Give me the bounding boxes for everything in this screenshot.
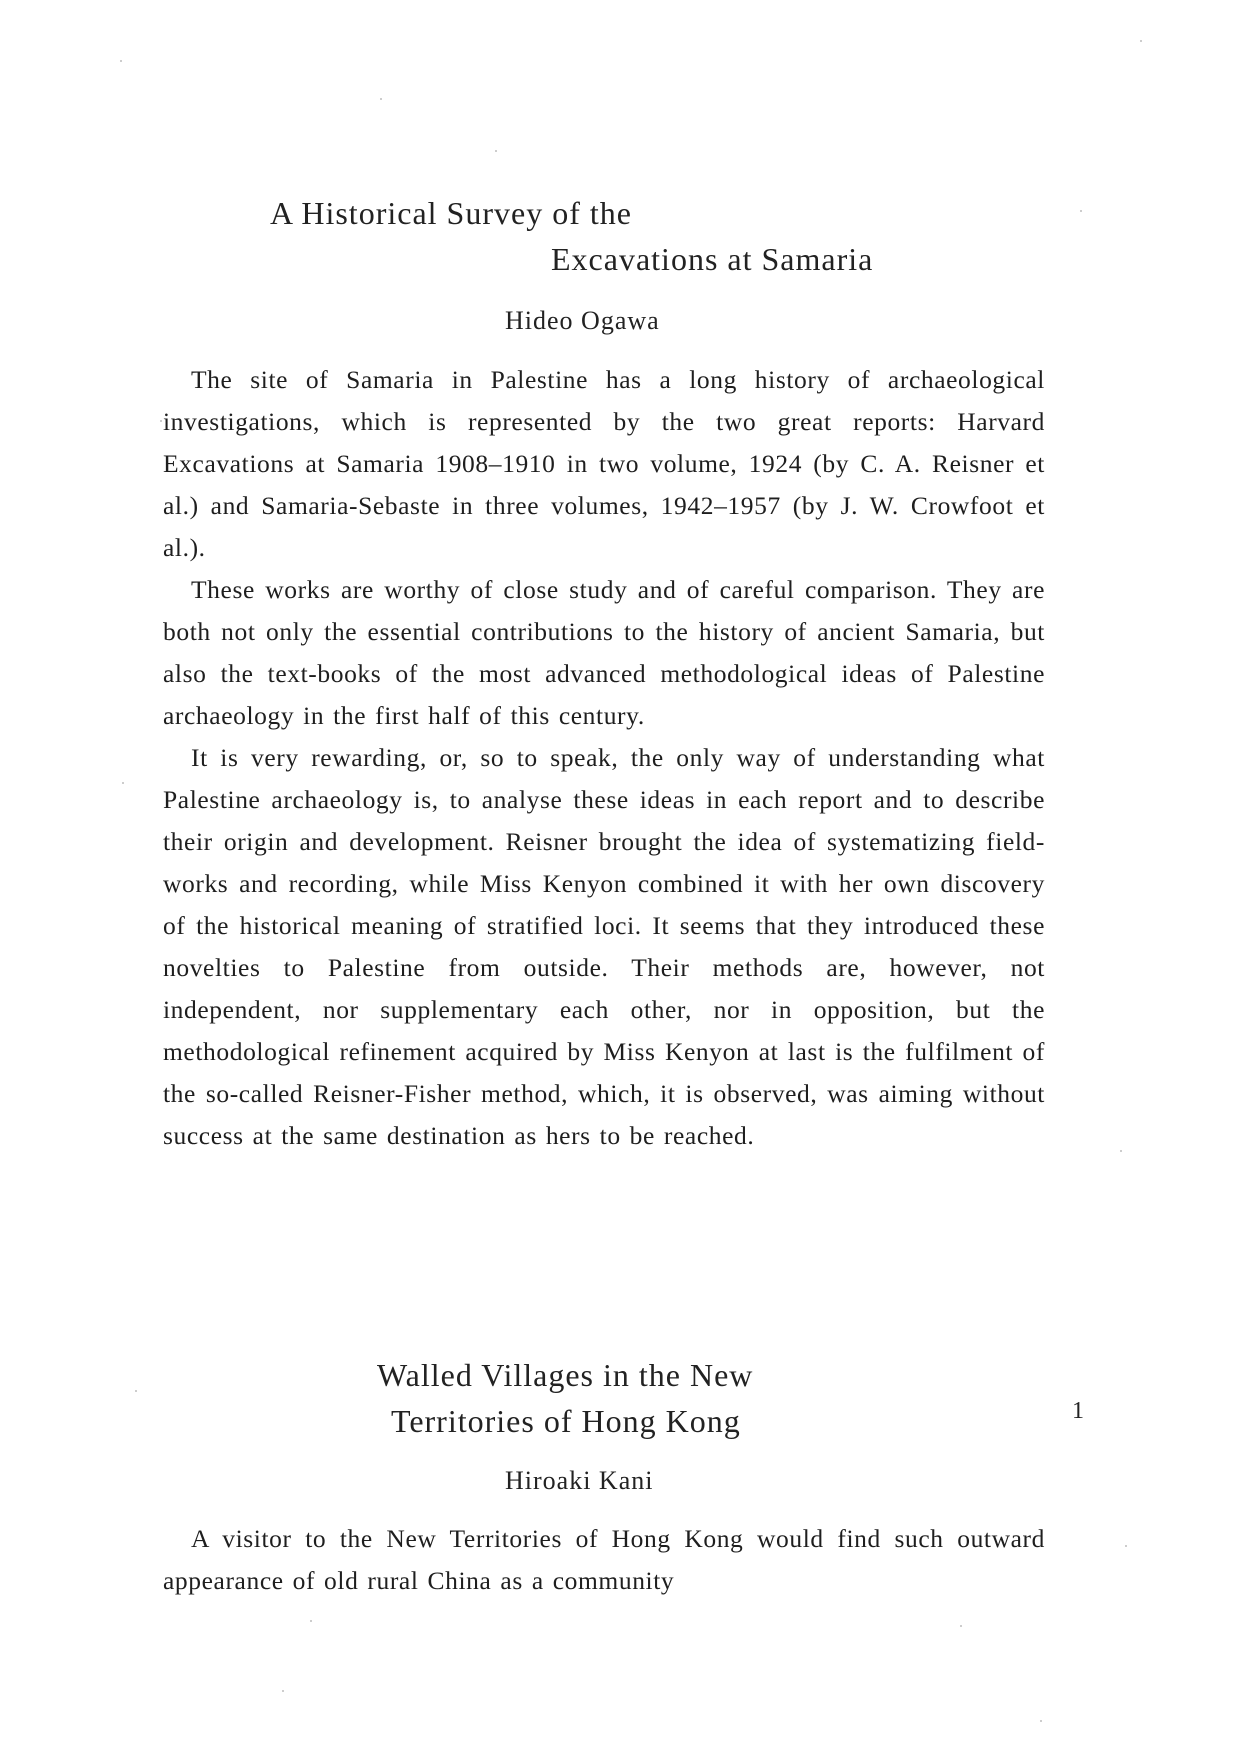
article1-title-line1: A Historical Survey of the bbox=[270, 195, 632, 231]
scan-speck bbox=[1120, 1150, 1122, 1152]
scan-speck bbox=[120, 60, 122, 62]
article2-title-line1: Walled Villages in the New bbox=[377, 1357, 754, 1393]
scan-speck bbox=[1140, 40, 1142, 42]
scan-speck bbox=[380, 98, 382, 100]
scan-speck bbox=[1125, 1545, 1127, 1547]
scan-speck bbox=[495, 150, 497, 152]
article2-body bbox=[163, 1518, 1045, 1602]
scan-speck bbox=[282, 1690, 284, 1692]
scan-speck bbox=[960, 1625, 962, 1627]
article1-title-line2: Excavations at Samaria bbox=[551, 241, 874, 277]
scan-speck bbox=[122, 782, 124, 784]
scan-speck bbox=[1080, 210, 1082, 212]
page-number: 1 bbox=[1072, 1398, 1084, 1424]
scan-speck bbox=[310, 1620, 312, 1622]
article2-title-line2: Territories of Hong Kong bbox=[391, 1403, 741, 1439]
article2-paragraph: A visitor to the New Territories of Hong Kong would find such outward appearance of old rural China as a community bbox=[163, 1524, 1045, 1595]
scan-speck bbox=[160, 420, 162, 422]
article1-paragraph: The site of Samaria in Palestine has a long history of archaeological investigations, which is represented by the two great reports: Harvard Excavations at Samaria 1908–1910 in two volume, 1924 (by C. A. Reisner et al.) and Samaria-Sebaste in three volumes, 1942–1957 (by J. W. Crowfoot et al.). bbox=[163, 365, 1045, 562]
scan-speck bbox=[1040, 1720, 1042, 1722]
article1-paragraph: It is very rewarding, or, so to speak, the only way of understanding what Palestine archaeology is, to analyse these ideas in each report and to describe their origin and development. Reisner brought the idea of systematizing field-works and recording, while Miss Kenyon combined it with her own discovery of the historical meaning of stratified loci. It seems that they introduced these novelties to Palestine from outside. Their methods are, however, not independent, nor supplementary each other, nor in opposition, but the methodological refinement acquired by Miss Kenyon at last is the fulfilment of the so-called Reisner-Fisher method, which, it is observed, was aiming without success at the same destination as hers to be reached. bbox=[163, 743, 1045, 1150]
article1-paragraph: These works are worthy of close study and of careful comparison. They are both not only the essential contributions to the history of ancient Samaria, but also the text-books of the most advanced methodological ideas of Palestine archaeology in the first half of this century. bbox=[163, 575, 1045, 730]
scan-speck bbox=[135, 1390, 137, 1392]
article1-author: Hideo Ogawa bbox=[505, 306, 660, 335]
article2-author: Hiroaki Kani bbox=[505, 1466, 654, 1495]
article1-body bbox=[163, 359, 1045, 1157]
